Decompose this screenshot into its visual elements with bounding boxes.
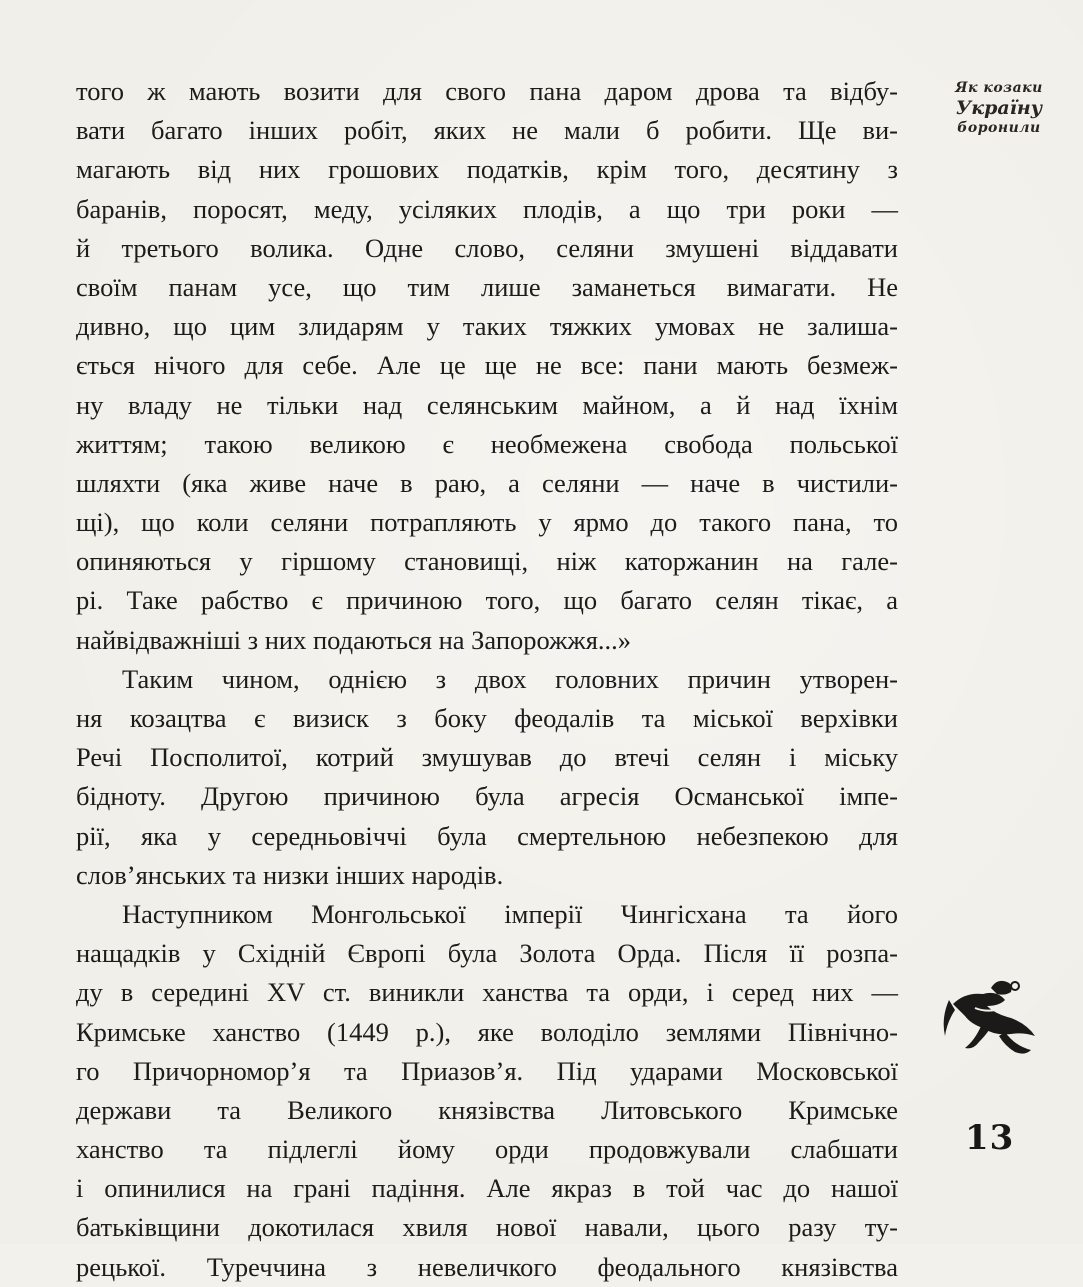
text-line: бідноту. Другою причиною була агресія Османської імпе- [76,781,898,812]
page-number: 13 [965,1118,1015,1158]
cossack-with-saber-icon [935,970,1045,1065]
text-line: Кримське ханство (1449 р.), яке володіло землями Північно- [76,1016,898,1047]
text-line: ється нічого для себе. Але це ще не все: пани мають безмеж- [76,350,898,381]
text-line: рії, яка у середньовіччі була смертельною небезпекою для [76,820,898,851]
text-line: Таким чином, однією з двох головних причин утворен- [122,663,898,694]
running-head-line-1: Як козаки [955,80,1043,96]
running-head [944,78,1054,138]
text-line: Речі Посполитої, котрий змушував до втечі селян і міську [76,742,898,773]
text-line: того ж мають возити для свого пана даром дрова та відбу- [76,76,898,106]
text-line: своїм панам усе, що тим лише заманеться вимагати. Не [76,271,898,302]
text-line: щі), що коли селяни потрапляють у ярмо до такого пана, то [76,507,898,538]
text-line: рі. Таке рабство є причиною того, що багато селян тікає, а [76,585,898,616]
running-head-line-3: боронили [957,120,1041,136]
text-line: рецької. Туреччина з невеличкого феодального князівства [76,1251,898,1282]
text-line: ня козацтва є визиск з боку феодалів та міської верхівки [76,703,898,733]
text-line: ну владу не тільки над селянським майном, а й над їхнім [76,389,898,420]
text-line: й третього волика. Одне слово, селяни змушені віддавати [76,232,898,263]
text-line: батьківщини докотилася хвиля нової навали, цього разу ту- [76,1212,898,1243]
body-text [76,72,898,1287]
text-line: ду в середині XV ст. виникли ханства та орди, і серед них — [76,977,898,1008]
text-line: опиняються у гіршому становищі, ніж каторжанин на гале- [76,546,898,577]
text-line: магають від них грошових податків, крім того, десятину з [76,154,898,185]
text-line: го Причорномор’я та Приазов’я. Під ударами Московської [76,1055,898,1086]
text-line: дивно, що цим злидарям у таких тяжких умовах не залиша- [76,311,898,342]
text-line: держави та Великого князівства Литовського Кримське [76,1094,898,1125]
text-line: баранів, поросят, меду, усіляких плодів, а що три роки — [76,193,898,224]
text-line: найвідважніші з них подаються на Запорожжя...» [76,624,632,655]
text-line: нащадків у Східній Європі була Золота Орда. Після її розпа- [76,938,898,969]
text-line: і опинилися на грані падіння. Але якраз в той час до нашої [76,1173,898,1204]
text-line: Наступником Монгольської імперії Чингісхана та його [122,898,898,929]
text-line: життям; такою великою є необмежена свобода польської [76,428,898,459]
text-line: вати багато інших робіт, яких не мали б робити. Ще ви- [76,115,898,146]
text-line: шляхти (яка живе наче в раю, а селяни — наче в чистили- [76,467,898,498]
text-line: слов’янських та низки інших народів. [76,859,504,890]
text-line: ханство та підлеглі йому орди продовжували слабшати [76,1134,898,1165]
running-head-line-2: Україну [955,97,1043,119]
